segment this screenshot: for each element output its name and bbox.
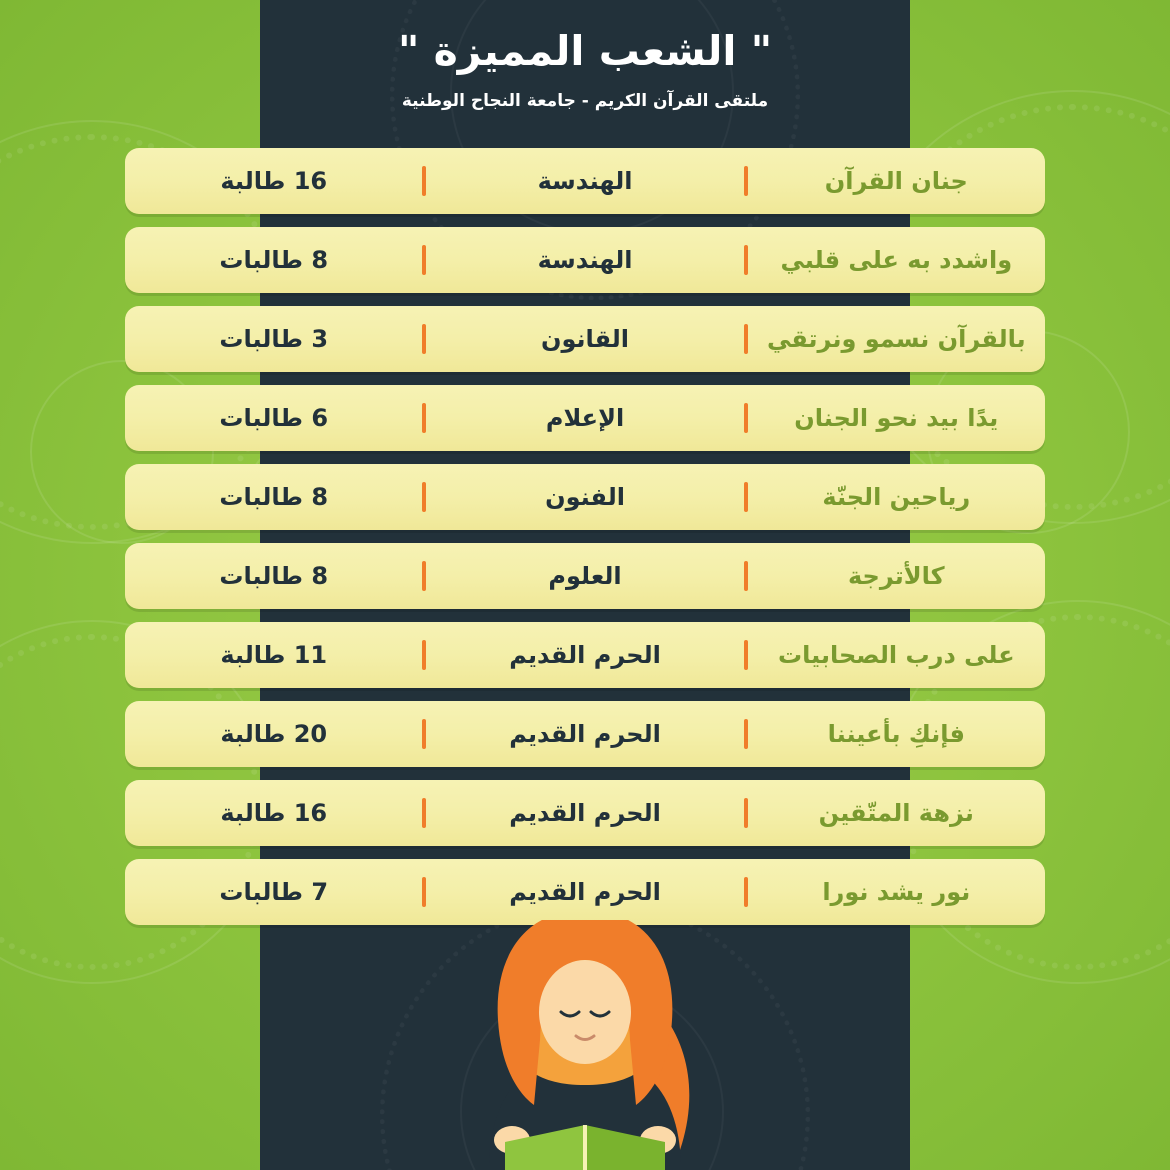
row-student-count: 8 طالبات [219,562,329,590]
row-faculty: الهندسة [537,246,633,274]
row-student-count: 3 طالبات [219,325,329,353]
row-group-name: نزهة المتّقين [818,799,974,827]
row-separator-1 [744,166,748,196]
row-group-name: نور يشد نورا [822,878,971,906]
row-group-name: بالقرآن نسمو ونرتقي [766,325,1026,353]
row-separator-2 [422,245,426,275]
row-faculty: الإعلام [545,404,625,432]
row-group-name: رياحين الجنّة [822,483,971,511]
table-row [125,148,1045,214]
row-separator-1 [744,877,748,907]
row-faculty: القانون [540,325,630,353]
row-separator-1 [744,482,748,512]
row-separator-2 [422,403,426,433]
row-group-name: على درب الصحابيات [778,641,1015,669]
row-separator-1 [744,403,748,433]
row-separator-2 [422,561,426,591]
row-separator-1 [744,640,748,670]
row-student-count: 7 طالبات [219,878,329,906]
table-row [125,543,1045,609]
row-separator-1 [744,719,748,749]
row-faculty: الحرم القديم [509,720,661,748]
table-row [125,464,1045,530]
poster-header [260,0,910,111]
row-group-name: فإنكِ بأعيننا [827,720,965,748]
row-student-count: 8 طالبات [219,483,329,511]
row-separator-1 [744,798,748,828]
row-faculty: الحرم القديم [509,878,661,906]
row-group-name: يدًا بيد نحو الجنان [794,404,999,432]
row-group-name: كالأترجة [847,562,945,590]
table-row [125,227,1045,293]
table-row [125,385,1045,451]
row-student-count: 16 طالبة [220,799,328,827]
row-separator-1 [744,324,748,354]
table-row [125,780,1045,846]
row-faculty: الهندسة [537,167,633,195]
page-subtitle: ملتقى القرآن الكريم - جامعة النجاح الوطنية [401,91,769,112]
table-row [125,306,1045,372]
row-faculty: العلوم [548,562,622,590]
row-separator-1 [744,245,748,275]
row-faculty: الحرم القديم [509,799,661,827]
table-row [125,701,1045,767]
row-separator-2 [422,877,426,907]
row-faculty: الفنون [545,483,625,511]
row-faculty: الحرم القديم [509,641,661,669]
row-separator-1 [744,561,748,591]
row-student-count: 8 طالبات [219,246,329,274]
page-title: " الشعب المميزة " [397,27,773,75]
groups-table [0,148,1170,938]
row-separator-2 [422,719,426,749]
row-group-name: واشدد به على قلبي [780,246,1013,274]
row-separator-2 [422,324,426,354]
row-student-count: 11 طالبة [220,641,328,669]
row-separator-2 [422,482,426,512]
row-separator-2 [422,640,426,670]
row-group-name: جنان القرآن [824,167,968,195]
row-student-count: 6 طالبات [219,404,329,432]
row-separator-2 [422,798,426,828]
row-separator-2 [422,166,426,196]
table-row [125,622,1045,688]
table-row [125,859,1045,925]
row-student-count: 20 طالبة [220,720,328,748]
row-student-count: 16 طالبة [220,167,328,195]
